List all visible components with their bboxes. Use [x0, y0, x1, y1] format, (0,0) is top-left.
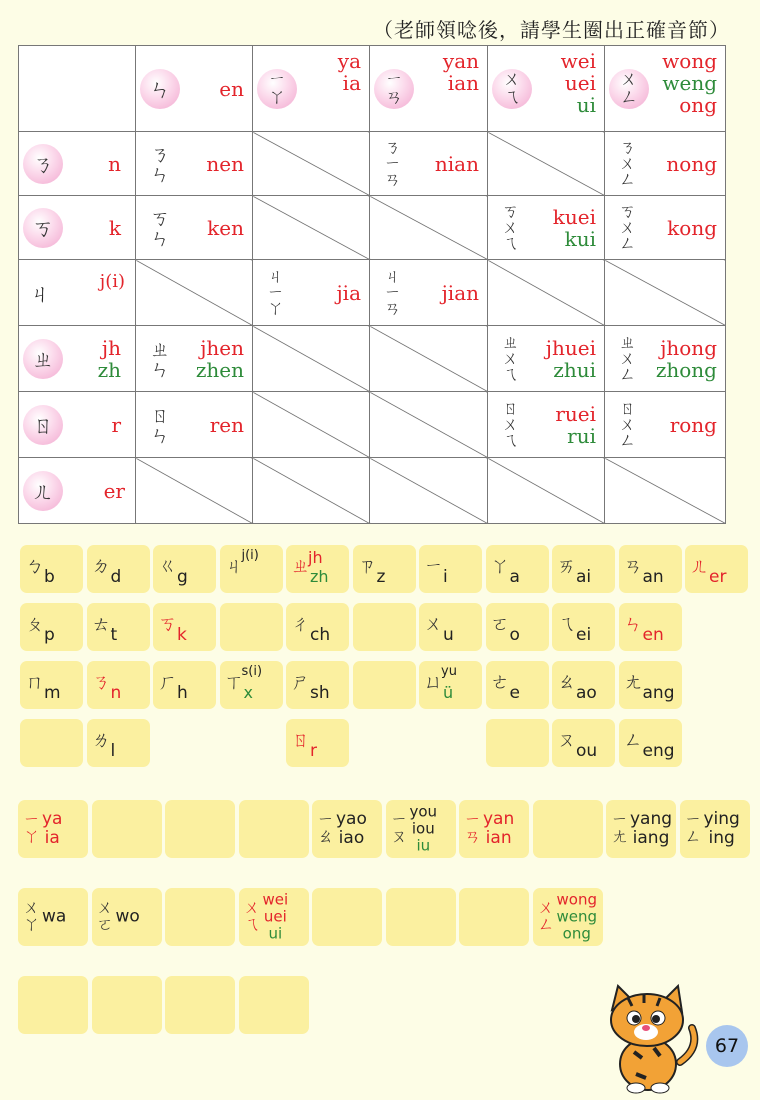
bopo-circle: ㄧ ㄢ: [374, 69, 414, 109]
blank-tile[interactable]: [386, 888, 456, 946]
cell-zhui[interactable]: ㄓ ㄨ ㄟ jhuei zhui: [488, 326, 605, 392]
cell-empty: [136, 260, 253, 326]
phonetic-tile[interactable]: ㄓ jh zh: [286, 545, 349, 593]
blank-tile[interactable]: [353, 603, 416, 651]
table-row: [19, 260, 726, 326]
cell-zhong[interactable]: ㄓ ㄨ ㄥ jhong zhong: [605, 326, 726, 392]
header-ia[interactable]: ㄧ ㄚ ya ia: [253, 46, 370, 132]
header-ian[interactable]: ㄧ ㄢ yan ian: [370, 46, 488, 132]
blank-tile[interactable]: [92, 976, 162, 1034]
phonetic-tile[interactable]: ㄡ ou: [552, 719, 615, 767]
cat-illustration: [596, 982, 700, 1094]
compound-tile[interactable]: ㄨ ㄥ wong weng ong: [533, 888, 603, 946]
phonetic-tile[interactable]: ㄆ p: [20, 603, 83, 651]
compound-tile[interactable]: ㄧ ㄡ you iou iu: [386, 800, 456, 858]
cell-empty: [370, 196, 488, 260]
header-en[interactable]: ㄣ en: [136, 46, 253, 132]
cell-empty: [488, 458, 605, 524]
blank-tile[interactable]: [239, 976, 309, 1034]
phonetic-tile[interactable]: ㄕ sh: [286, 661, 349, 709]
table-row: [19, 132, 726, 196]
compound-tile[interactable]: ㄨ ㄛ wo: [92, 888, 162, 946]
table-header-row: [19, 46, 726, 132]
cell-empty: [370, 326, 488, 392]
phonetic-tile[interactable]: ㄜ e: [486, 661, 549, 709]
cell-jian[interactable]: ㄐ ㄧ ㄢ jian: [370, 260, 488, 326]
phonetic-tile[interactable]: ㄏ h: [153, 661, 216, 709]
table-row: [19, 458, 726, 524]
phonetic-tile[interactable]: ㄦ er: [685, 545, 748, 593]
cell-empty: [253, 458, 370, 524]
cell-empty: [370, 392, 488, 458]
cell-empty: [253, 392, 370, 458]
blank-tile[interactable]: [18, 976, 88, 1034]
cell-empty: [136, 458, 253, 524]
page-number: 67: [706, 1025, 748, 1067]
blank-tile[interactable]: [165, 976, 235, 1034]
phonetic-tile[interactable]: ㄅ b: [20, 545, 83, 593]
phonetic-tile[interactable]: ㄢ an: [619, 545, 682, 593]
cell-nen[interactable]: ㄋ ㄣ nen: [136, 132, 253, 196]
table-row: [19, 326, 726, 392]
phonetic-tile[interactable]: ㄒ s(i) x: [220, 661, 283, 709]
cell-rong[interactable]: ㄖ ㄨ ㄥ rong: [605, 392, 726, 458]
compound-tile[interactable]: ㄨ ㄟ wei uei ui: [239, 888, 309, 946]
header-uei[interactable]: ㄨ ㄟ wei uei ui: [488, 46, 605, 132]
phonetic-tile[interactable]: ㄤ ang: [619, 661, 682, 709]
blank-tile[interactable]: [312, 888, 382, 946]
phonetic-tile[interactable]: ㄥ eng: [619, 719, 682, 767]
blank-tile[interactable]: [20, 719, 83, 767]
row-head-k[interactable]: ㄎ k: [19, 196, 136, 260]
blank-tile[interactable]: [459, 888, 529, 946]
phonetic-tile[interactable]: ㄣ en: [619, 603, 682, 651]
bopo-circle: ㄧ ㄚ: [257, 69, 297, 109]
cell-kong[interactable]: ㄎ ㄨ ㄥ kong: [605, 196, 726, 260]
compound-tile[interactable]: ㄧ ㄠ yao iao: [312, 800, 382, 858]
blank-tile[interactable]: [165, 800, 235, 858]
phonetic-tile[interactable]: ㄧ i: [419, 545, 482, 593]
cell-ken[interactable]: ㄎ ㄣ ken: [136, 196, 253, 260]
cell-empty: [605, 458, 726, 524]
row-head-n[interactable]: ㄋ n: [19, 132, 136, 196]
instruction-note: （老師領唸後，請學生圈出正確音節）: [373, 18, 730, 42]
cell-empty: [253, 132, 370, 196]
blank-tile[interactable]: [486, 719, 549, 767]
cell-jia[interactable]: ㄐ ㄧ ㄚ jia: [253, 260, 370, 326]
header-ong[interactable]: ㄨ ㄥ wong weng ong: [605, 46, 726, 132]
phonetic-tile[interactable]: ㄐ j(i): [220, 545, 283, 593]
blank-tile[interactable]: [353, 661, 416, 709]
syllable-table: [18, 45, 726, 524]
bopo-circle: ㄣ: [140, 69, 180, 109]
compound-tile[interactable]: ㄨ ㄚ wa: [18, 888, 88, 946]
cell-zhen[interactable]: ㄓ ㄣ jhen zhen: [136, 326, 253, 392]
phonetic-tile[interactable]: ㄇ m: [20, 661, 83, 709]
bopo-circle: ㄨ ㄥ: [609, 69, 649, 109]
cell-empty: [253, 196, 370, 260]
compound-tile[interactable]: ㄧ ㄚ ya ia: [18, 800, 88, 858]
bopo-circle: ㄨ ㄟ: [492, 69, 532, 109]
cell-empty: [253, 326, 370, 392]
phonetic-tile[interactable]: ㄖ r: [286, 719, 349, 767]
phonetic-tile[interactable]: ㄌ l: [87, 719, 150, 767]
cell-empty: [488, 260, 605, 326]
phonetic-tile[interactable]: ㄨ u: [419, 603, 482, 651]
phonetic-tile[interactable]: ㄞ ai: [552, 545, 615, 593]
phonetic-tile[interactable]: ㄩ yu ü: [419, 661, 482, 709]
blank-tile[interactable]: [239, 800, 309, 858]
phonetic-tile[interactable]: ㄠ ao: [552, 661, 615, 709]
phonetic-tile[interactable]: ㄎ k: [153, 603, 216, 651]
table-row: [19, 196, 726, 260]
cell-nian[interactable]: ㄋ ㄧ ㄢ nian: [370, 132, 488, 196]
phonetic-tile[interactable]: ㄗ z: [353, 545, 416, 593]
cell-empty: [370, 458, 488, 524]
row-head-j[interactable]: ㄐ j(i): [19, 260, 136, 326]
cell-empty: [605, 260, 726, 326]
cell-empty: [488, 132, 605, 196]
phonetic-tile[interactable]: ㄚ a: [486, 545, 549, 593]
row-head-r[interactable]: ㄖ r: [19, 392, 136, 458]
cell-ren[interactable]: ㄖ ㄣ ren: [136, 392, 253, 458]
blank-tile[interactable]: [92, 800, 162, 858]
table-row: [19, 392, 726, 458]
blank-tile[interactable]: [533, 800, 603, 858]
cell-rui[interactable]: ㄖ ㄨ ㄟ ruei rui: [488, 392, 605, 458]
cell-nong[interactable]: ㄋ ㄨ ㄥ nong: [605, 132, 726, 196]
phonetic-tile[interactable]: ㄛ o: [486, 603, 549, 651]
compound-tile[interactable]: ㄧ ㄢ yan ian: [459, 800, 529, 858]
phonetic-tile[interactable]: ㄊ t: [87, 603, 150, 651]
row-head-zh[interactable]: ㄓ jh zh: [19, 326, 136, 392]
compound-tile[interactable]: ㄧ ㄤ yang iang: [606, 800, 676, 858]
phonetic-tile[interactable]: ㄟ ei: [552, 603, 615, 651]
phonetic-tile[interactable]: ㄉ d: [87, 545, 150, 593]
compound-tile[interactable]: ㄧ ㄥ ying ing: [680, 800, 750, 858]
phonetic-tile[interactable]: ㄋ n: [87, 661, 150, 709]
row-head-er[interactable]: ㄦ er: [19, 458, 136, 524]
blank-tile[interactable]: [220, 603, 283, 651]
blank-tile[interactable]: [165, 888, 235, 946]
phonetic-tile[interactable]: ㄔ ch: [286, 603, 349, 651]
cell-kui[interactable]: ㄎ ㄨ ㄟ kuei kui: [488, 196, 605, 260]
phonetic-tile[interactable]: ㄍ g: [153, 545, 216, 593]
corner-cell: [19, 46, 136, 132]
